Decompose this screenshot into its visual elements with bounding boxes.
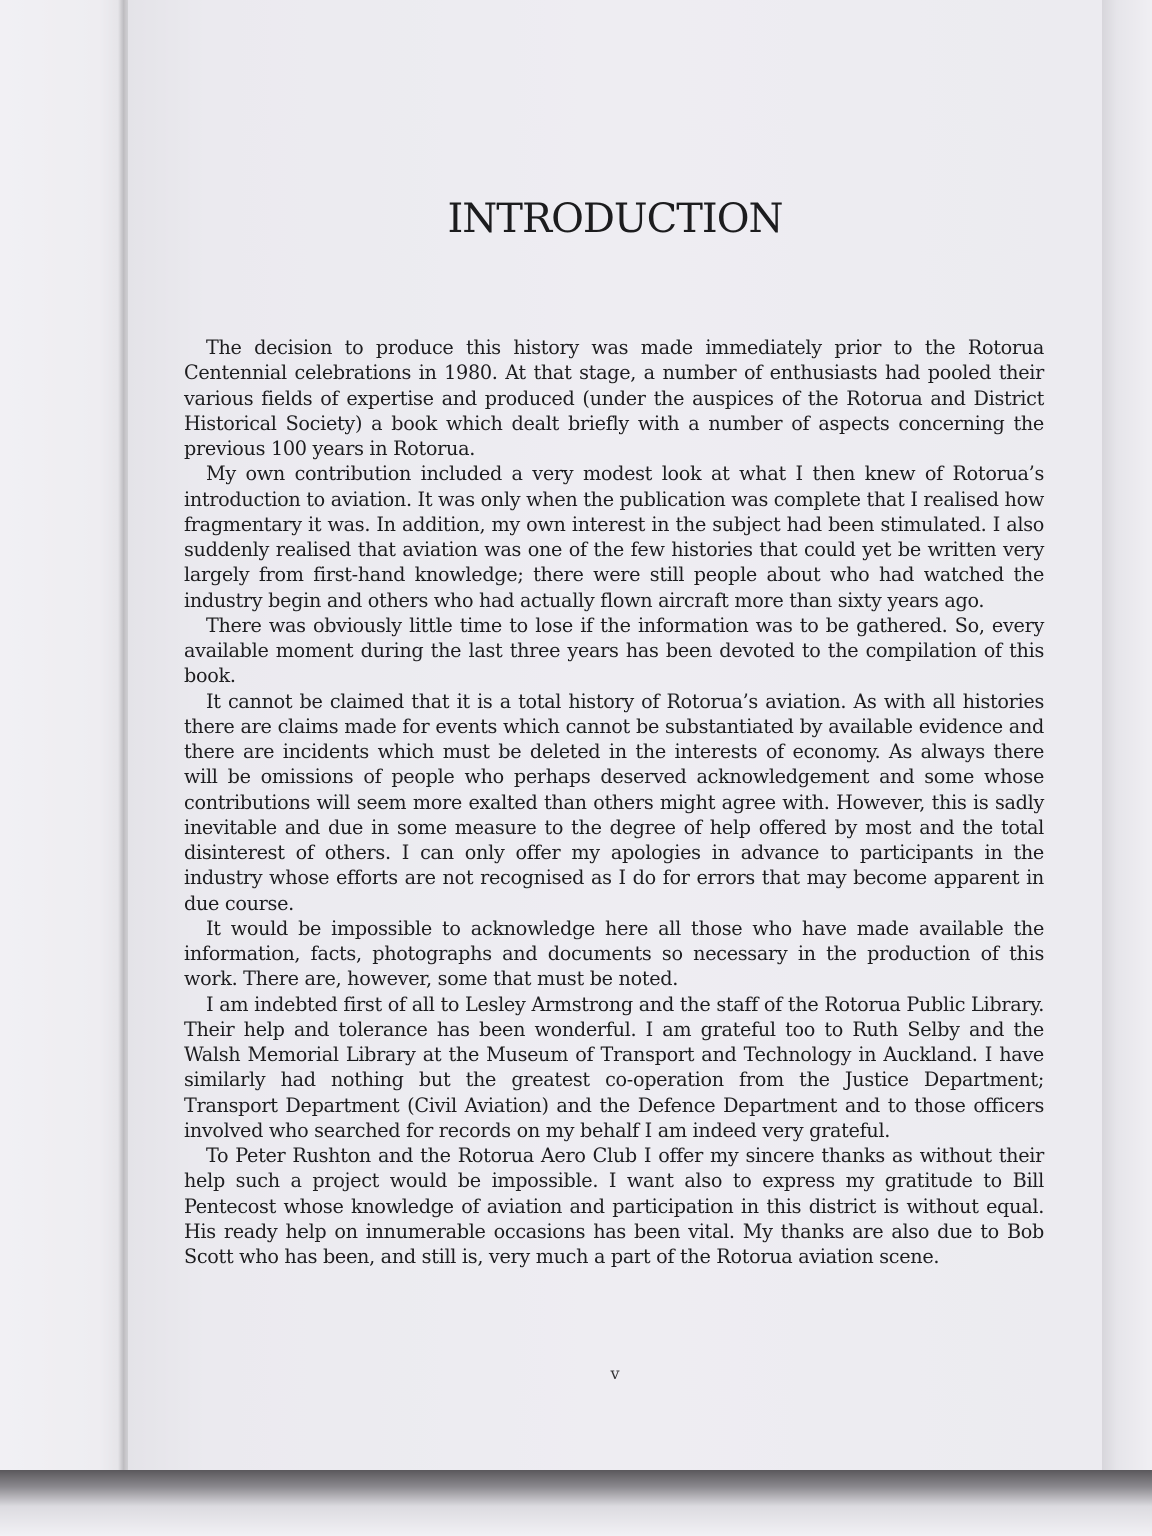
- paragraph: My own contribution included a very modest look at what I then knew of Rotorua’s introduction to aviation. It was only when the publication was complete that I realised how fragmentary it was. In addition, my own interest in the subject had been stimulated. I also suddenly realised that aviation was one of the few histories that could yet be written very largely from first-hand knowledge; there were still people about who had watched the industry begin and others who had actually flown aircraft more than sixty years ago.: [184, 462, 1044, 612]
- paragraph: It would be impossible to acknowledge here all those who have made available the information, facts, photographs and documents so necessary in the production of this work. There are, however, some that must be noted.: [184, 916, 1044, 991]
- paragraph: It cannot be claimed that it is a total history of Rotorua’s aviation. As with all histories there are claims made for events which cannot be substantiated by available evidence and there are incidents which must be deleted in the interests of economy. As always there will be omissions of people who perhaps deserved acknowledgement and some whose contributions will seem more exalted than others might agree with. However, this is sadly inevitable and due in some measure to the degree of help offered by most and the total disinterest of others. I can only offer my apologies in advance to participants in the industry whose efforts are not recognised as I do for errors that may become apparent in due course.: [184, 689, 1044, 915]
- book-bottom-edge: [0, 1470, 1152, 1536]
- paragraph: I am indebted first of all to Lesley Armstrong and the staff of the Rotorua Public Library. Their help and tolerance has been wonderful. I am grateful too to Ruth Selby and the Walsh Memorial Library at the Museum of Transport and Technology in Auckland. I have similarly had nothing but the greatest co-operation from the Justice Department; Transport Department (Civil Aviation) and the Defence Department and to those officers involved who searched for records on my behalf I am indeed very grateful.: [184, 992, 1044, 1142]
- paragraph: To Peter Rushton and the Rotorua Aero Club I offer my sincere thanks as without their help such a project would be impossible. I want also to express my gratitude to Bill Pentecost whose knowledge of aviation and participation in this district is without equal. His ready help on innumerable occasions has been vital. My thanks are also due to Bob Scott who has been, and still is, very much a part of the Rotorua aviation scene.: [184, 1144, 1044, 1268]
- page-number: v: [610, 1364, 620, 1383]
- introduction-body: [184, 335, 1044, 1269]
- page-edge: [1102, 0, 1152, 1536]
- facing-page: [0, 0, 124, 1536]
- paragraph: There was obviously little time to lose if the information was to be gathered. So, every available moment during the last three years has been devoted to the compilation of this book.: [184, 613, 1044, 688]
- paragraph: The decision to produce this history was made immediately prior to the Rotorua Centennial celebrations in 1980. At that stage, a number of enthusiasts had pooled their various fields of expertise and produced (under the auspices of the Rotorua and District Historical Society) a book which dealt briefly with a number of aspects concerning the previous 100 years in Rotorua.: [184, 336, 1044, 460]
- page-title: INTRODUCTION: [447, 196, 783, 242]
